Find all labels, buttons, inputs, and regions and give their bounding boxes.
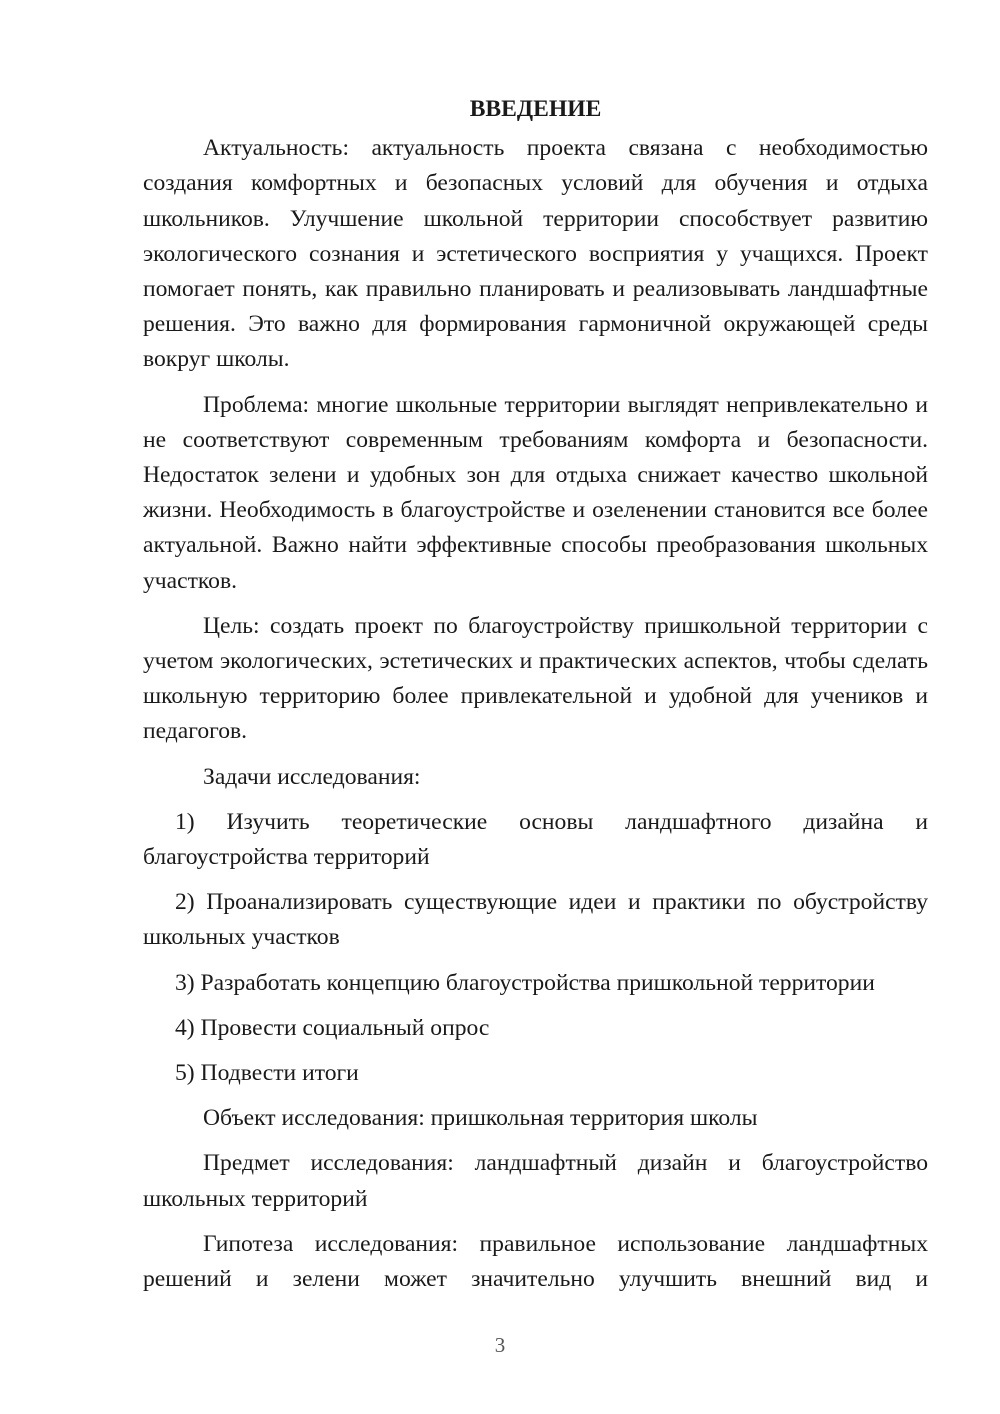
- task-item: 1) Изучить теоретические основы ландшафтного дизайна и благоустройства территорий: [143, 808, 928, 871]
- paragraph-subject: Предмет исследования: ландшафтный дизайн и благоустройство школьных территорий: [143, 1150, 928, 1212]
- paragraph-relevance: Актуальность: актуальность проекта связана с необходимостью создания комфортных и безопасных условий для обучения и отдыха школьников. Улучшение школьной территории способствует развитию экологического сознания и эстетического восприятия у учащихся. Проект помогает понять, как правильно планировать и реализовывать ландшафтные решения. Это важно для формирования гармоничной окружающей среды вокруг школы.: [143, 135, 928, 373]
- paragraph-goal: Цель: создать проект по благоустройству пришкольной территории с учетом экологических, эстетических и практических аспектов, чтобы сделать школьную территорию более привлекательной и удобной для учеников и педагогов.: [143, 612, 928, 745]
- page-number: 3: [494, 1333, 506, 1357]
- tasks-heading: Задачи исследования:: [203, 763, 421, 790]
- document-page: [143, 92, 928, 1297]
- task-item: 5) Подвести итоги: [175, 1060, 359, 1087]
- task-item: 2) Проанализировать существующие идеи и практики по обустройству школьных участков: [143, 889, 928, 951]
- task-item: 3) Разработать концепцию благоустройства пришкольной территории: [175, 969, 875, 996]
- paragraph-problem: Проблема: многие школьные территории выглядят непривлекательно и не соответствуют современным требованиям комфорта и безопасности. Недостаток зелени и удобных зон для отдыха снижает качество школьной жизни. Необходимость в благоустройстве и озеленении становится все более актуальной. Важно найти эффективные способы преобразования школьных участков.: [143, 391, 928, 594]
- paragraph-object: Объект исследования: пришкольная территория школы: [203, 1105, 758, 1132]
- paragraph-hypothesis: Гипотеза исследования: правильное использование ландшафтных решений и зелени может значительно улучшить внешний вид и: [143, 1230, 928, 1293]
- section-title: ВВЕДЕНИЕ: [469, 96, 602, 122]
- tasks-list: [143, 805, 928, 1091]
- task-item: 4) Провести социальный опрос: [175, 1014, 490, 1041]
